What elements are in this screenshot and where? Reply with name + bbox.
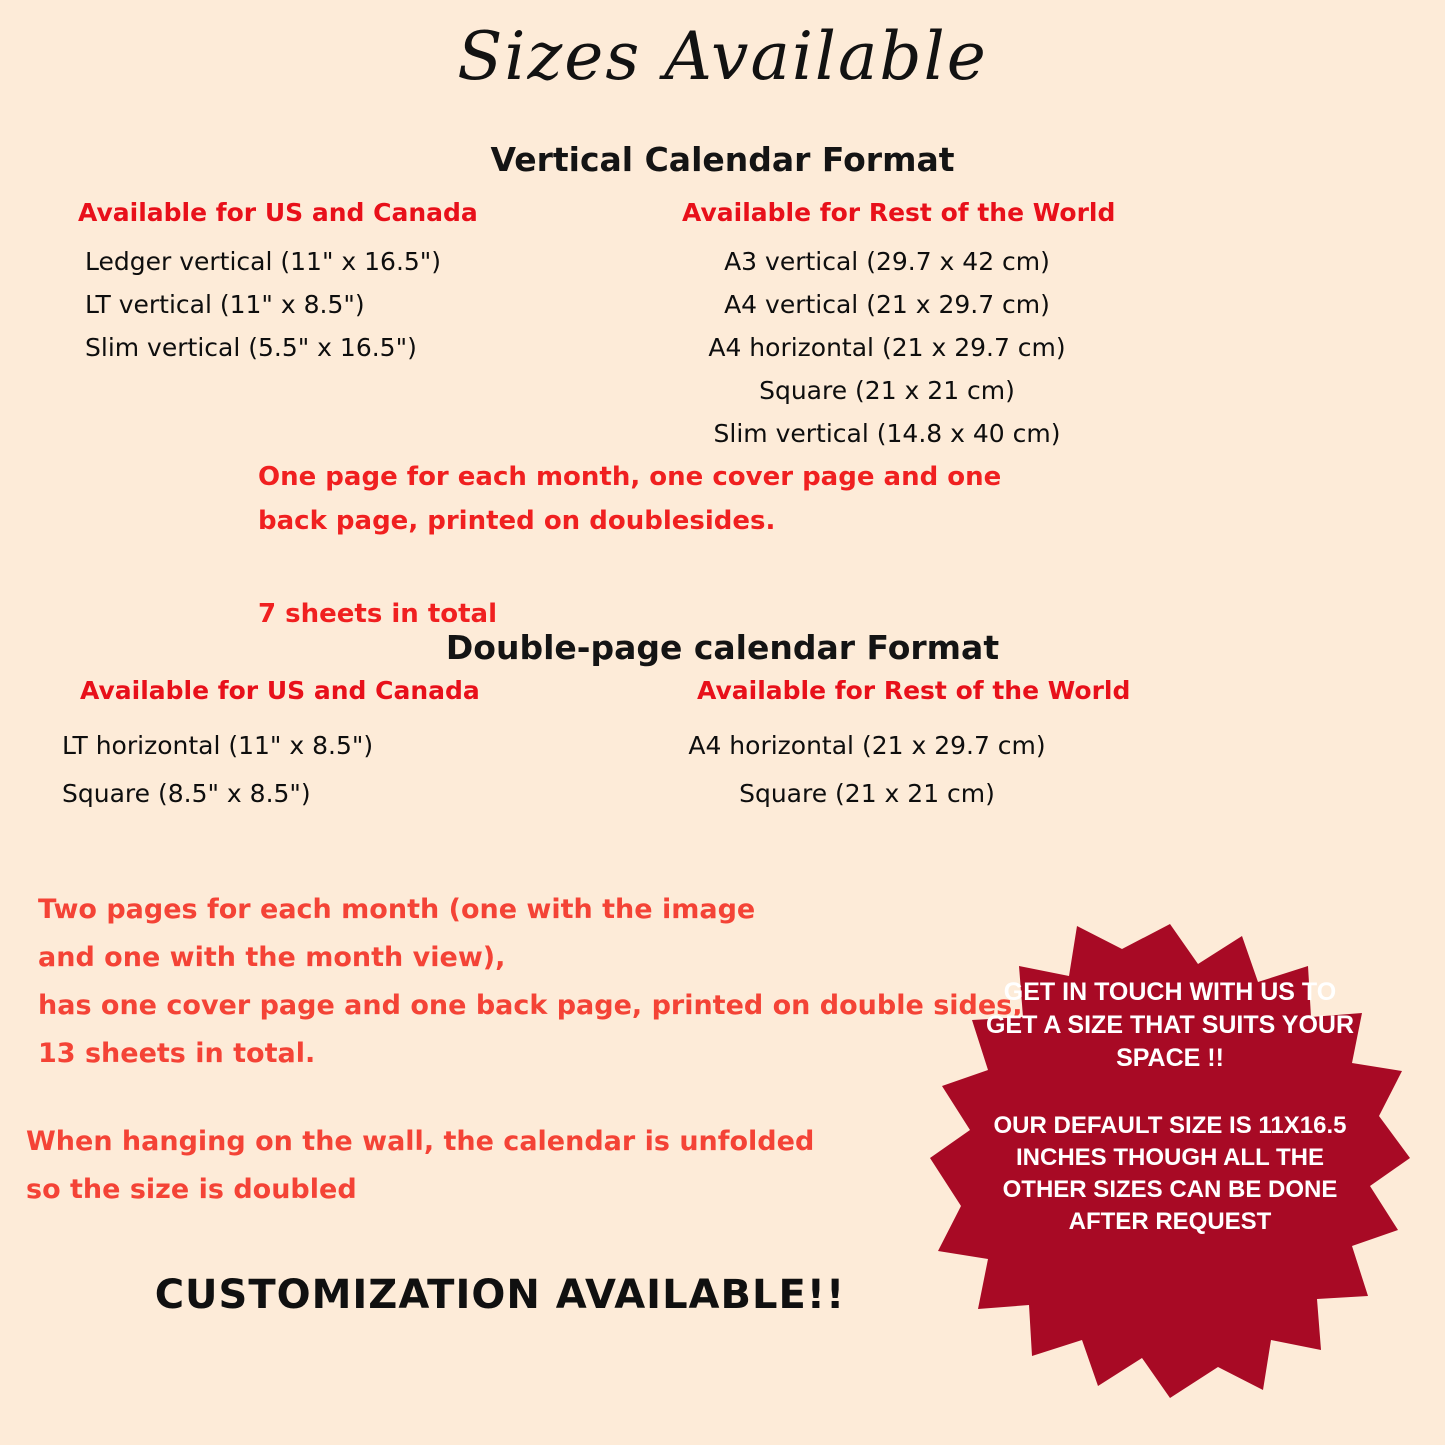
list-item: LT vertical (11" x 8.5") — [85, 290, 365, 319]
vertical-sheet-count: 7 sheets in total — [258, 599, 498, 629]
list-item: A3 vertical (29.7 x 42 cm) — [724, 247, 1050, 276]
double-row-size-list — [672, 722, 1062, 818]
note-line: 13 sheets in total. — [38, 1038, 316, 1069]
badge-line-2: OUR DEFAULT SIZE IS 11X16.5 INCHES THOUGH ALL THE OTHER SIZES CAN BE DONE AFTER REQUEST — [993, 1112, 1347, 1235]
note-line: When hanging on the wall, the calendar is unfolded — [26, 1126, 815, 1157]
list-item: Square (21 x 21 cm) — [739, 779, 995, 808]
list-item: Slim vertical (5.5" x 16.5") — [85, 333, 417, 362]
customization-available-text: CUSTOMIZATION AVAILABLE!! — [154, 1272, 846, 1318]
note-line: so the size is doubled — [26, 1174, 357, 1205]
list-item: Square (8.5" x 8.5") — [62, 779, 311, 808]
vertical-us-canada-header: Available for US and Canada — [78, 198, 478, 227]
list-item: A4 horizontal (21 x 29.7 cm) — [708, 333, 1066, 362]
list-item: LT horizontal (11" x 8.5") — [62, 731, 374, 760]
vertical-format-note: One page for each month, one cover page and one back page, printed on doublesides. — [258, 462, 1002, 536]
list-item: A4 vertical (21 x 29.7 cm) — [724, 290, 1050, 319]
get-in-touch-badge — [930, 918, 1410, 1398]
vertical-rest-of-world-header: Available for Rest of the World — [682, 198, 1116, 227]
vertical-row-size-list — [682, 240, 1092, 455]
list-item: Square (21 x 21 cm) — [759, 376, 1015, 405]
double-page-format-heading: Double-page calendar Format — [445, 628, 1000, 667]
note-line: Two pages for each month (one with the image — [38, 894, 756, 925]
list-item: Slim vertical (14.8 x 40 cm) — [713, 419, 1061, 448]
page-title: Sizes Available — [457, 18, 988, 95]
vertical-us-size-list — [85, 240, 441, 369]
note-line: has one cover page and one back page, printed on double sides, — [38, 990, 1023, 1021]
list-item: A4 horizontal (21 x 29.7 cm) — [688, 731, 1046, 760]
double-us-canada-header: Available for US and Canada — [80, 676, 480, 705]
badge-line-1: GET IN TOUCH WITH US TO GET A SIZE THAT SUITS YOUR SPACE !! — [985, 978, 1355, 1072]
list-item: Ledger vertical (11" x 16.5") — [85, 247, 442, 276]
double-rest-of-world-header: Available for Rest of the World — [697, 676, 1131, 705]
double-us-size-list — [62, 722, 373, 818]
wall-hanging-note — [26, 1118, 814, 1214]
vertical-format-heading: Vertical Calendar Format — [490, 140, 955, 179]
note-line: and one with the month view), — [38, 942, 506, 973]
double-page-note — [38, 886, 1023, 1078]
